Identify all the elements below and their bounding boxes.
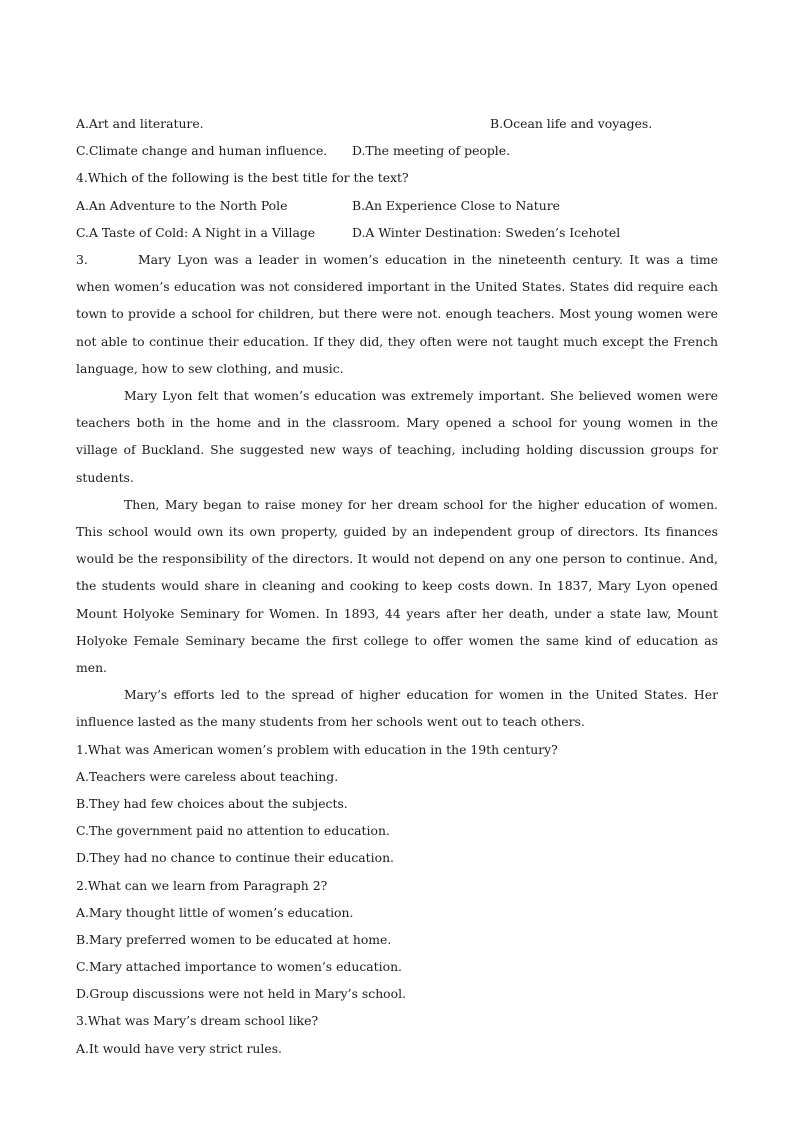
options-row-cd: [76, 137, 718, 164]
q2-option-d: D.Group discussions were not held in Mary’s school.: [76, 986, 407, 1002]
passage-paragraph-3: Then, Mary began to raise money for her dream school for the higher education of women. This school would own its own property, guided by an independent group of directors. Its finances would be the responsibility of the directors. It would not depend on any one person to continue. And, the students would share in cleaning and cooking to keep costs down. In 1837, Mary Lyon opened Mount Holyoke Seminary for Women. In 1893, 44 years after her death, under a state law, Mount Holyoke Female Seminary became the first college to offer women the same kind of education as men.: [76, 496, 718, 675]
question-2: 2.What can we learn from Paragraph 2?: [76, 877, 328, 893]
document-page: [76, 110, 718, 1062]
q1-option-b: B.They had few choices about the subjects.: [76, 795, 348, 811]
option-d: D.The meeting of people.: [352, 143, 511, 159]
q4-option-c: C.A Taste of Cold: A Night in a Village: [76, 224, 316, 240]
q1-option-c: C.The government paid no attention to education.: [76, 823, 390, 839]
option-a: A.Art and literature.: [76, 116, 204, 131]
passage-number: 3.: [76, 251, 88, 267]
q1-option-d: D.They had no chance to continue their education.: [76, 850, 394, 866]
q4-option-a: A.An Adventure to the North Pole: [76, 197, 288, 213]
option-c: C.Climate change and human influence.: [76, 143, 328, 159]
question-3: 3.What was Mary’s dream school like?: [76, 1013, 319, 1029]
q4-option-b: B.An Experience Close to Nature: [352, 197, 560, 213]
q2-option-c: C.Mary attached importance to women’s education.: [76, 959, 402, 975]
passage-paragraph-1: [76, 246, 718, 382]
q2-option-b: B.Mary preferred women to be educated at home.: [76, 931, 392, 947]
options-row-ab: [76, 110, 718, 137]
passage-paragraph-1-text: Mary Lyon was a leader in women’s education in the nineteenth century. It was a time when women’s education was not considered important in the United States. States did require each town to provide a school for children, but there were not. enough teachers. Most young women were not able to continue their education. If they did, they often were not taught much except the French language, how to sew clothing, and music.: [76, 251, 718, 376]
passage-paragraph-4: Mary’s efforts led to the spread of higher education for women in the United States. Her influence lasted as the many students from her schools went out to teach others.: [76, 687, 718, 730]
q3-option-a: A.It would have very strict rules.: [76, 1040, 282, 1056]
question-1: 1.What was American women’s problem with education in the 19th century?: [76, 741, 558, 757]
q4-option-d: D.A Winter Destination: Sweden’s Icehotel: [352, 224, 621, 240]
q2-option-a: A.Mary thought little of women’s education.: [76, 904, 354, 920]
option-b: B.Ocean life and voyages.: [490, 116, 653, 131]
q4-options-row-cd: [76, 219, 718, 246]
q1-option-a: A.Teachers were careless about teaching.: [76, 768, 339, 784]
question-4: 4.Which of the following is the best title for the text?: [76, 170, 409, 186]
passage-paragraph-2: Mary Lyon felt that women’s education was extremely important. She believed women were teachers both in the home and in the classroom. Mary opened a school for young women in the village of Buckland. She suggested new ways of teaching, including holding discussion groups for students.: [76, 387, 718, 485]
q4-options-row-ab: [76, 192, 718, 219]
